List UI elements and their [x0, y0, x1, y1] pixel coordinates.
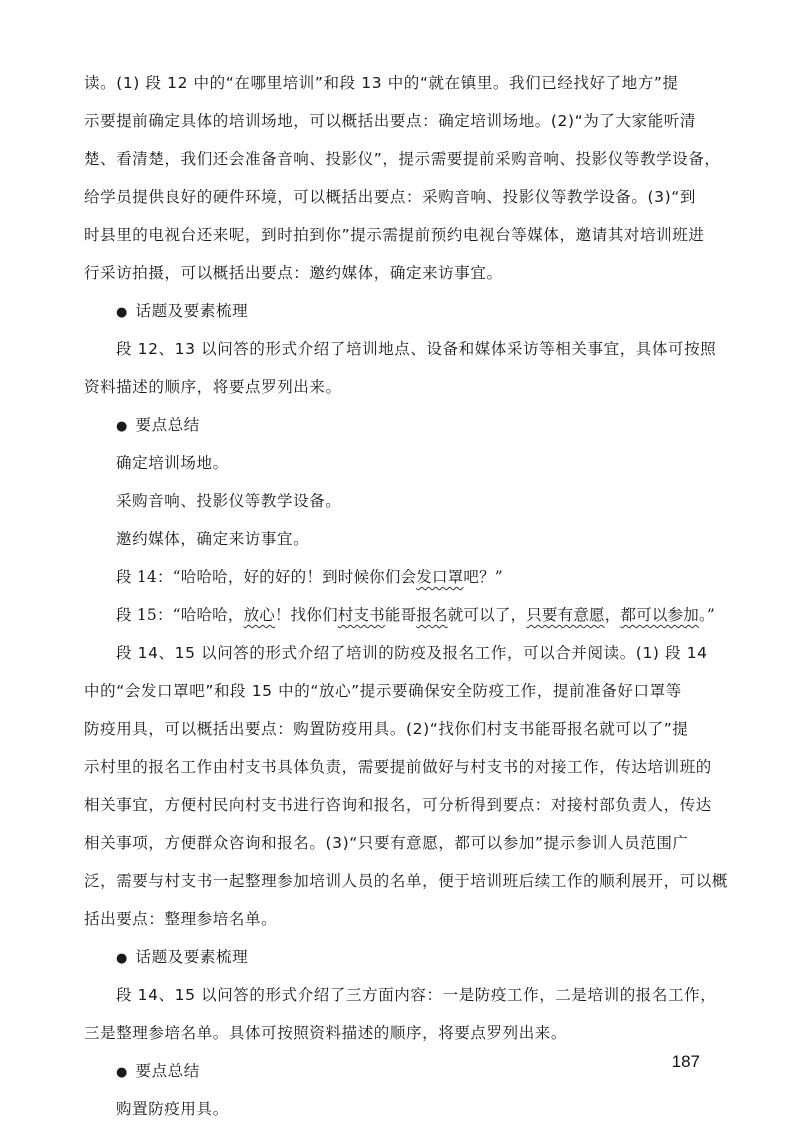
text-line: 段 14、15 以问答的形式介绍了三方面内容：一是防疫工作，二是培训的报名工作，: [116, 986, 717, 1004]
page-number: 187: [671, 1052, 700, 1071]
text-line: 示要提前确定具体的培训场地，可以概括出要点：确定培训场地。(2)“为了大家能听清: [84, 112, 696, 130]
quote-paragraph-14: 段 14：“哈哈哈，好的好的！到时候你们会发口罩吧？”: [116, 568, 503, 586]
section-heading: ● 要点总结: [116, 1062, 200, 1080]
text-line: 给学员提供良好的硬件环境，可以概括出要点：采购音响、投影仪等教学设备。(3)“到: [84, 188, 696, 206]
text-line: 读。(1) 段 12 中的“在哪里培训”和段 13 中的“就在镇里。我们已经找好了地方”提: [84, 74, 679, 92]
summary-point: 邀约媒体，确定来访事宜。: [116, 530, 310, 548]
summary-point: 购置防疫用具。: [116, 1100, 229, 1118]
summary-point: 采购音响、投影仪等教学设备。: [116, 492, 342, 510]
text-line: 泛，需要与村支书一起整理参加培训人员的名单，便于培训班后续工作的顺利展开，可以概: [84, 872, 729, 890]
text-line: 段 14、15 以问答的形式介绍了培训的防疫及报名工作，可以合并阅读。(1) 段 14: [116, 644, 708, 662]
text-line: 相关事宜，方便村民向村支书进行咨询和报名，可分析得到要点：对接村部负责人，传达: [84, 796, 712, 814]
text-line: 行采访拍摄，可以概括出要点：邀约媒体，确定来访事宜。: [84, 264, 503, 282]
text-line: 时县里的电视台还来呢，到时拍到你”提示需提前预约电视台等媒体，邀请其对培训班进: [84, 226, 705, 244]
text-line: 括出要点：整理参培名单。: [84, 910, 278, 928]
text-line: 楚、看清楚，我们还会准备音响、投影仪”，提示需要提前采购音响、投影仪等教学设备，: [84, 150, 721, 168]
bullet-icon: ●: [116, 1065, 128, 1080]
section-heading: ● 要点总结: [116, 416, 200, 434]
page-body: [84, 64, 729, 1128]
text-line: 防疫用具，可以概括出要点：购置防疫用具。(2)“找你们村支书能哥报名就可以了”提: [84, 720, 689, 738]
text-line: 资料描述的顺序，将要点罗列出来。: [84, 378, 342, 396]
bullet-icon: ●: [116, 951, 128, 966]
summary-point: 确定培训场地。: [116, 454, 229, 472]
text-line: 中的“会发口罩吧”和段 15 中的“放心”提示要确保安全防疫工作，提前准备好口罩等: [84, 682, 682, 700]
quote-paragraph-15: 段 15：“哈哈哈，放心！找你们村支书能哥报名就可以了，只要有意愿，都可以参加。”: [116, 606, 716, 624]
section-heading: ● 话题及要素梳理: [116, 948, 249, 966]
section-heading: ● 话题及要素梳理: [116, 302, 249, 320]
text-line: 示村里的报名工作由村支书具体负责，需要提前做好与村支书的对接工作，传达培训班的: [84, 758, 712, 776]
text-line: 相关事项，方便群众咨询和报名。(3)“只要有意愿，都可以参加”提示参训人员范围广: [84, 834, 689, 852]
text-line: 段 12、13 以问答的形式介绍了培训地点、设备和媒体采访等相关事宜，具体可按照: [116, 340, 717, 358]
bullet-icon: ●: [116, 305, 128, 320]
bullet-icon: ●: [116, 419, 128, 434]
text-line: 三是整理参培名单。具体可按照资料描述的顺序，将要点罗列出来。: [84, 1024, 568, 1042]
